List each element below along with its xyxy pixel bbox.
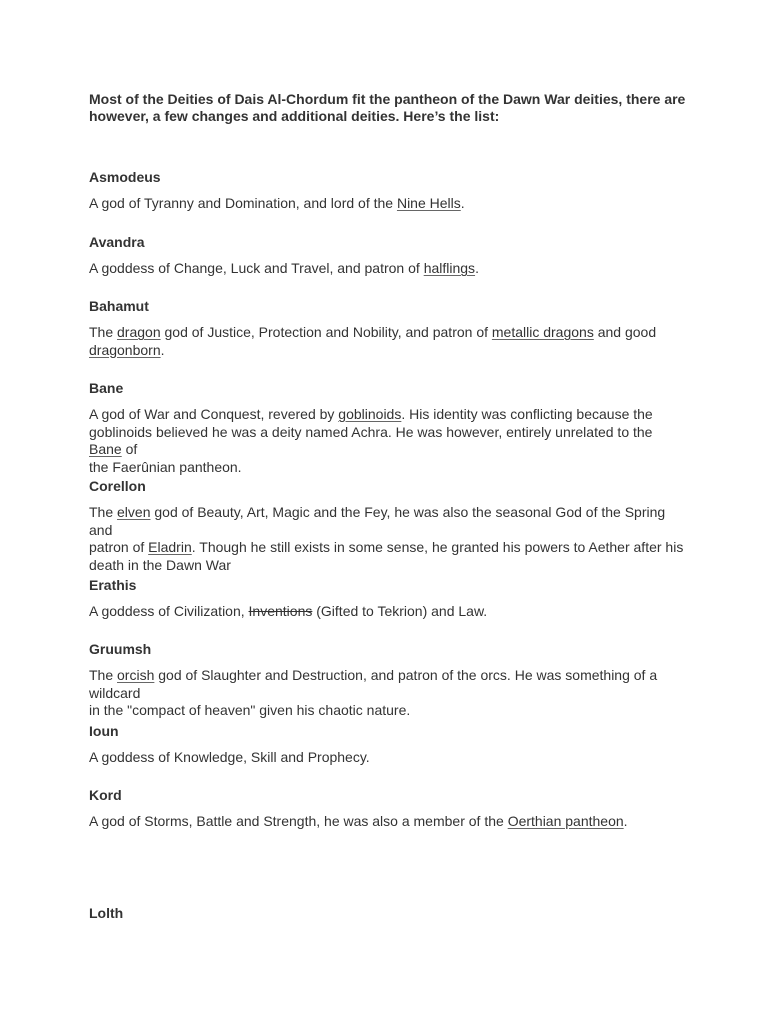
deity-description <box>89 749 689 767</box>
desc-text: (Gifted to Tekrion) and Law. <box>312 603 488 619</box>
desc-text: . His identity was conflicting because the <box>401 406 653 422</box>
desc-text: in the "compact of heaven" given his chaotic nature. <box>89 702 411 718</box>
desc-text: god of Beauty, Art, Magic and the Fey, he was also the seasonal God of the Spring and <box>89 504 666 538</box>
intro-line-2: however, a few changes and additional deities. Here’s the list: <box>89 108 500 124</box>
deity-description <box>89 504 689 574</box>
deity-entry-avandra <box>89 234 689 278</box>
deity-entry-ioun <box>89 723 689 767</box>
deity-description <box>89 667 689 720</box>
intro-line-1: Most of the Deities of Dais Al-Chordum fit the pantheon of the Dawn War deities, there are <box>89 91 686 107</box>
deity-description <box>89 324 689 359</box>
link-eladrin[interactable]: Eladrin <box>148 539 192 555</box>
desc-text: death in the Dawn War <box>89 556 231 573</box>
desc-text: and good <box>593 324 657 340</box>
desc-text: . <box>475 260 479 276</box>
deity-heading: Bane <box>89 380 124 396</box>
deity-heading: Lolth <box>89 905 124 921</box>
deity-heading: Bahamut <box>89 298 149 314</box>
deity-heading: Kord <box>89 787 122 803</box>
deity-entry-erathis <box>89 577 689 621</box>
deity-heading: Asmodeus <box>89 169 161 185</box>
deity-heading: Avandra <box>89 234 145 250</box>
link-goblinoids[interactable]: goblinoids <box>338 406 402 422</box>
deity-entry-lolth <box>89 905 689 922</box>
link-dragon[interactable]: dragon <box>117 324 161 340</box>
deity-description <box>89 260 689 278</box>
desc-text: The <box>89 504 118 520</box>
link-oerthian-pantheon[interactable]: Oerthian pantheon <box>507 813 624 829</box>
desc-text: . <box>160 341 165 358</box>
desc-text: god of Justice, Protection and Nobility, and patron of <box>160 324 492 340</box>
link-elven[interactable]: elven <box>117 504 151 520</box>
desc-text: the Faerûnian pantheon. <box>89 458 242 475</box>
desc-text: goblinoids believed he was a deity named Achra. He was however, entirely unrelated to the <box>89 423 653 440</box>
desc-text: . <box>460 195 465 211</box>
desc-text: god of Slaughter and Destruction, and patron of the orcs. He was something of a wildcard <box>89 667 658 701</box>
desc-text: A god of War and Conquest, revered by <box>89 406 339 422</box>
desc-text: . Though he still exists in some sense, he granted his powers to Aether after his <box>191 539 684 555</box>
deity-heading: Erathis <box>89 577 137 593</box>
desc-text: A goddess of Change, Luck and Travel, and patron of <box>89 260 424 276</box>
link-metallic-dragons[interactable]: metallic dragons <box>491 324 594 340</box>
desc-text: The <box>89 667 118 683</box>
deity-description <box>89 195 689 213</box>
deity-entry-asmodeus <box>89 169 689 213</box>
desc-text: A god of Tyranny and Domination, and lord of the <box>89 195 397 211</box>
strikethrough-text: Inventions <box>248 603 313 619</box>
link-nine-hells[interactable]: Nine Hells <box>396 195 461 211</box>
desc-text: . <box>623 813 628 829</box>
deity-heading: Corellon <box>89 478 146 494</box>
desc-text: patron of <box>89 539 149 555</box>
deity-heading: Gruumsh <box>89 641 152 657</box>
deity-description <box>89 406 689 476</box>
deity-description <box>89 603 689 621</box>
deity-entry-bane <box>89 380 689 476</box>
deity-heading: Ioun <box>89 723 119 739</box>
desc-text: of <box>121 441 138 457</box>
desc-text: A god of Storms, Battle and Strength, he was also a member of the <box>89 813 508 829</box>
deity-entry-bahamut <box>89 298 689 359</box>
desc-text: A goddess of Knowledge, Skill and Prophecy. <box>89 749 370 765</box>
intro-text <box>89 91 689 125</box>
link-halflings[interactable]: halflings <box>423 260 476 276</box>
deity-entry-gruumsh <box>89 641 689 720</box>
link-orcish[interactable]: orcish <box>117 667 155 683</box>
desc-text: The <box>89 324 118 340</box>
link-bane[interactable]: Bane <box>89 441 122 457</box>
link-dragonborn[interactable]: dragonborn <box>89 341 161 358</box>
deity-entry-kord <box>89 787 689 831</box>
deity-description <box>89 813 689 831</box>
desc-text: A goddess of Civilization, <box>89 603 249 619</box>
intro-paragraph <box>89 91 689 125</box>
deity-entry-corellon <box>89 478 689 574</box>
